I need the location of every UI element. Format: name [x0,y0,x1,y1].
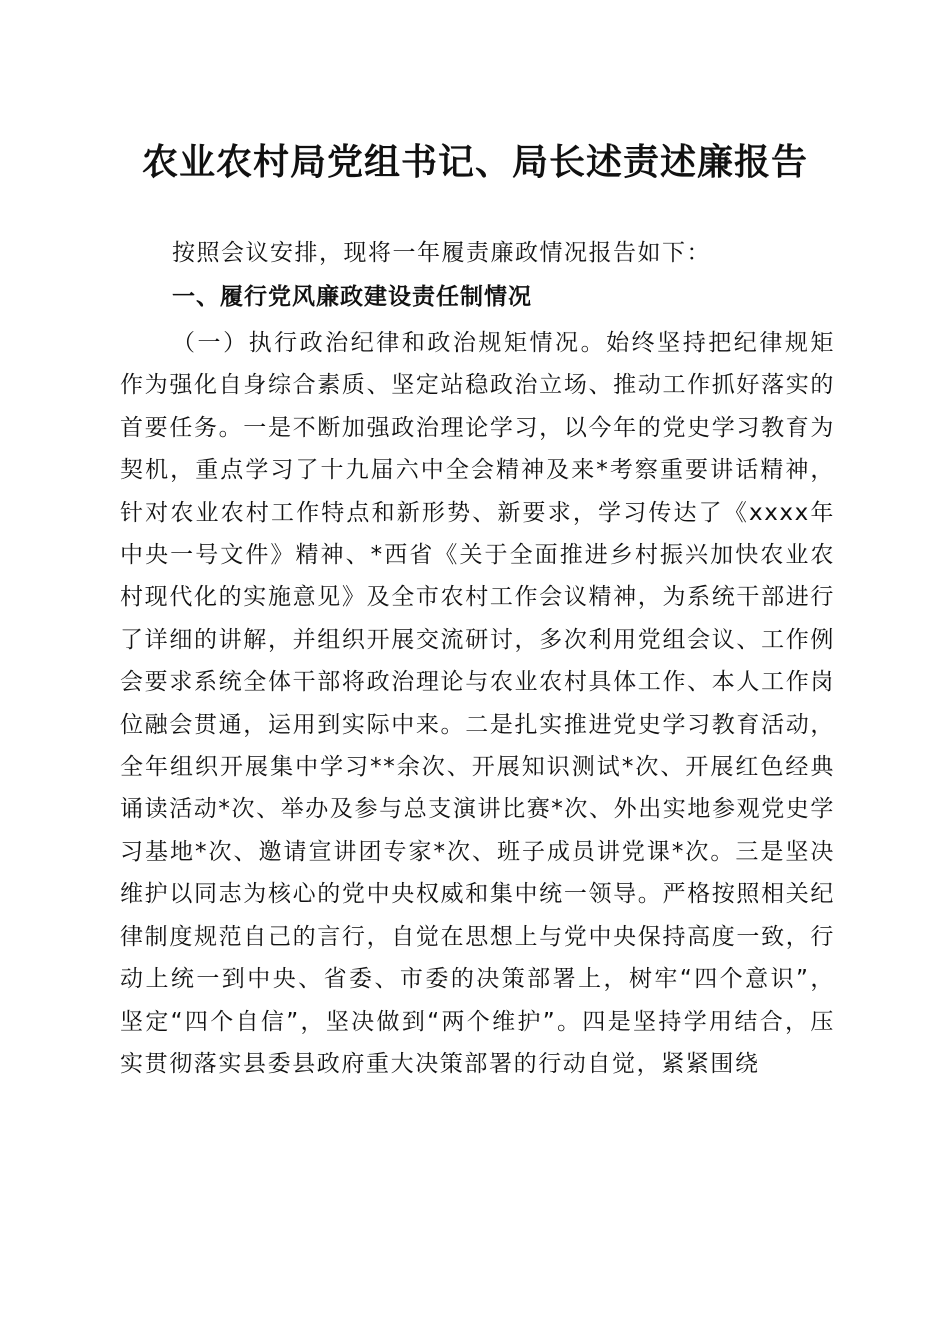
body-paragraph: （一）执行政治纪律和政治规矩情况。始终坚持把纪律规矩作为强化自身综合素质、坚定站稳政治立场、推动工作抓好落实的首要任务。一是不断加强政治理论学习，以今年的党史学习教育为契机，重点学习了十九届六中全会精神及来*考察重要讲话精神，针对农业农村工作特点和新形势、新要求，学习传达了《xxxx年中央一号文件》精神、*西省《关于全面推进乡村振兴加快农业农村现代化的实施意见》及全市农村工作会议精神，为系统干部进行了详细的讲解，并组织开展交流研讨，多次利用党组会议、工作例会要求系统全体干部将政治理论与农业农村具体工作、本人工作岗位融会贯通，运用到实际中来。二是扎实推进党史学习教育活动，全年组织开展集中学习**余次、开展知识测试*次、开展红色经典诵读活动*次、举办及参与总支演讲比赛*次、外出实地参观党史学习基地*次、邀请宣讲团专家*次、班子成员讲党课*次。三是坚决维护以同志为核心的党中央权威和集中统一领导。严格按照相关纪律制度规范自己的言行，自觉在思想上与党中央保持高度一致，行动上统一到中央、省委、市委的决策部署上，树牢“四个意识”，坚定“四个自信”，坚决做到“两个维护”。四是坚持学用结合，压实贯彻落实县委县政府重大决策部署的行动自觉，紧紧围绕 [120,330,835,1077]
document-title: 农业农村局党组书记、局长述责述廉报告 [141,141,808,183]
section-heading: 一、履行党风廉政建设责任制情况 [172,284,532,310]
intro-paragraph: 按照会议安排，现将一年履责廉政情况报告如下： [172,240,711,266]
